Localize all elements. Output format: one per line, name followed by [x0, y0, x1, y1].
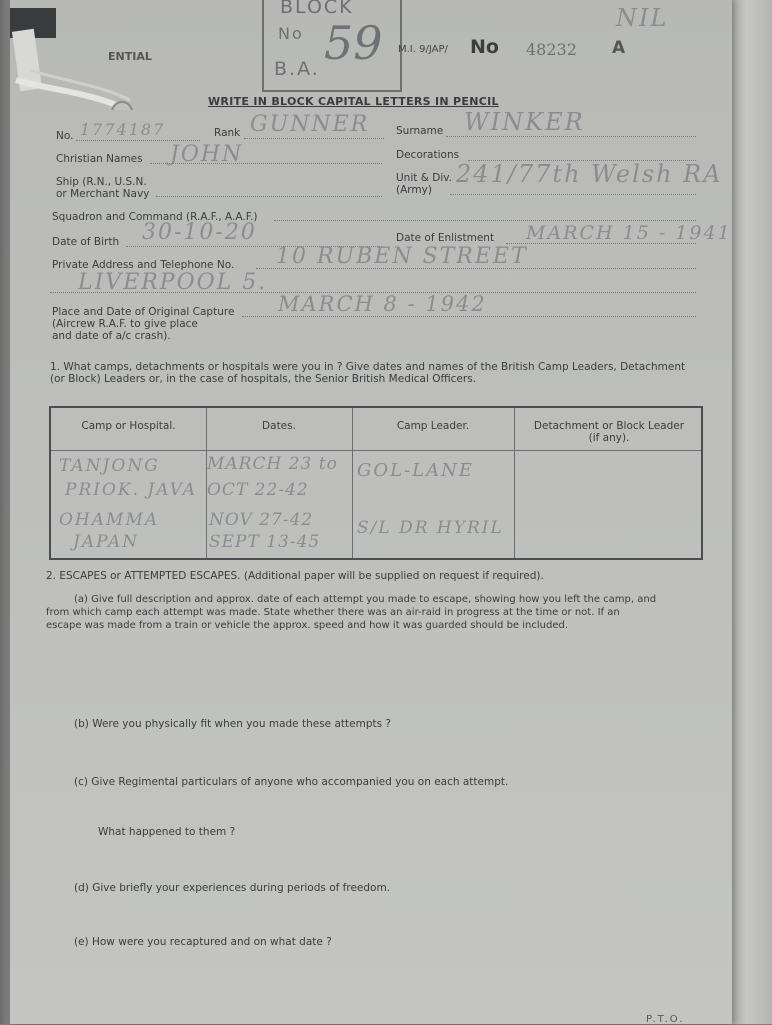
serial-number: 48232	[526, 40, 577, 59]
table-cell-dates: NOV 27-42	[209, 510, 314, 530]
stamp-block-text: BLOCK	[280, 0, 354, 18]
nil-annotation: NIL	[616, 4, 669, 32]
table-cell-camp: JAPAN	[73, 532, 140, 552]
table-cell-leader: S/L DR HYRIL	[357, 518, 504, 538]
surname-value: WINKER	[464, 108, 585, 136]
table-header-detachment: Detachment or Block Leader (if any).	[533, 420, 685, 444]
dob-value: 30-10-20	[142, 220, 257, 245]
table-cell-leader: GOL-LANE	[357, 460, 475, 481]
table-header-camp: Camp or Hospital.	[81, 420, 176, 432]
mi-reference: M.I. 9/JAP/	[398, 44, 448, 55]
table-cell-dates: OCT 22-42	[207, 480, 309, 500]
question-2a-line-1: (a) Give full description and approx. date of each attempt you made to escape, showing how you left the camp, and	[74, 594, 657, 605]
confidential-label: ENTIAL	[108, 50, 152, 63]
ship-label-2: or Merchant Navy	[56, 188, 150, 200]
capture-value: MARCH 8 - 1942	[278, 292, 487, 316]
table-divider	[514, 408, 515, 558]
no-line	[76, 140, 200, 141]
address-value-1: 10 RUBEN STREET	[276, 244, 528, 269]
question-2d: (d) Give briefly your experiences during periods of freedom.	[74, 882, 391, 894]
ship-line	[156, 196, 382, 197]
unit-line	[450, 194, 696, 195]
question-2c: (c) Give Regimental particulars of anyone who accompanied you on each attempt.	[74, 776, 509, 788]
stamp-number: 59	[324, 16, 383, 70]
ship-label-1: Ship (R.N., U.S.N.	[56, 176, 147, 188]
stamp-ba-text: B.A.	[274, 58, 320, 80]
serial-series: A	[612, 38, 626, 58]
table-cell-dates: MARCH 23 to	[207, 454, 338, 474]
unit-label-1: Unit & Div.	[396, 172, 452, 184]
table-header-leader: Camp Leader.	[396, 420, 470, 432]
background-edge-right	[726, 0, 772, 1024]
camps-table	[49, 406, 703, 560]
instruction-heading: WRITE IN BLOCK CAPITAL LETTERS IN PENCIL	[208, 95, 499, 108]
surname-line	[446, 136, 696, 137]
squadron-line	[274, 220, 696, 221]
rank-value: GUNNER	[250, 112, 370, 137]
dob-label: Date of Birth	[52, 236, 120, 248]
question-2e: (e) How were you recaptured and on what date ?	[74, 936, 332, 948]
capture-label-2: (Aircrew R.A.F. to give place	[52, 318, 198, 330]
enlistment-value: MARCH 15 - 1941	[526, 222, 732, 244]
no-label: No.	[56, 130, 74, 142]
table-header-dates: Dates.	[262, 420, 296, 432]
squadron-label: Squadron and Command (R.A.F., A.A.F.)	[52, 211, 258, 223]
unit-value: 241/77th Welsh RA	[456, 160, 723, 188]
question-2c-sub: What happened to them ?	[98, 826, 236, 838]
christian-names-label: Christian Names	[56, 153, 143, 165]
christian-names-value: JOHN	[170, 142, 244, 167]
stamp-no-text: No	[278, 24, 304, 43]
enlistment-label: Date of Enlistment	[396, 232, 495, 244]
no-value: 1774187	[80, 120, 166, 139]
question-1-line-2: (or Block) Leaders or, in the case of hospitals, the Senior British Medical Officers.	[50, 373, 477, 385]
table-cell-dates: SEPT 13-45	[209, 532, 321, 552]
table-header-divider	[51, 450, 701, 451]
capture-line	[242, 316, 696, 317]
address-value-2: LIVERPOOL 5.	[78, 270, 268, 295]
table-cell-camp: TANJONG	[59, 456, 160, 476]
question-2a-line-2: from which camp each attempt was made. State whether there was an air-raid in progress at the time or not. If an	[46, 607, 620, 618]
table-cell-camp: PRIOK. JAVA	[65, 480, 198, 500]
address-label: Private Address and Telephone No.	[52, 259, 235, 271]
rank-line	[244, 138, 384, 139]
question-2b: (b) Were you physically fit when you made these attempts ?	[74, 718, 391, 730]
form-sheet	[10, 0, 732, 1024]
question-2-title: 2. ESCAPES or ATTEMPTED ESCAPES. (Additional paper will be supplied on request if required).	[46, 570, 544, 582]
capture-label-3: and date of a/c crash).	[52, 330, 171, 342]
surname-label: Surname	[396, 125, 444, 137]
decorations-label: Decorations	[396, 149, 460, 161]
unit-label-2: (Army)	[396, 184, 432, 196]
pto-label: P.T.O.	[646, 1014, 685, 1025]
block-stamp	[262, 0, 402, 92]
question-1-line-1: 1. What camps, detachments or hospitals were you in ? Give dates and names of the British Camp Leaders, Detachment	[50, 361, 686, 373]
table-cell-camp: OHAMMA	[59, 510, 160, 530]
capture-label-1: Place and Date of Original Capture	[52, 306, 235, 318]
question-2a-line-3: escape was made from a train or vehicle the approx. speed and how it was guarded should be included.	[46, 620, 569, 631]
number-label: No	[470, 36, 499, 58]
rank-label: Rank	[214, 127, 241, 139]
